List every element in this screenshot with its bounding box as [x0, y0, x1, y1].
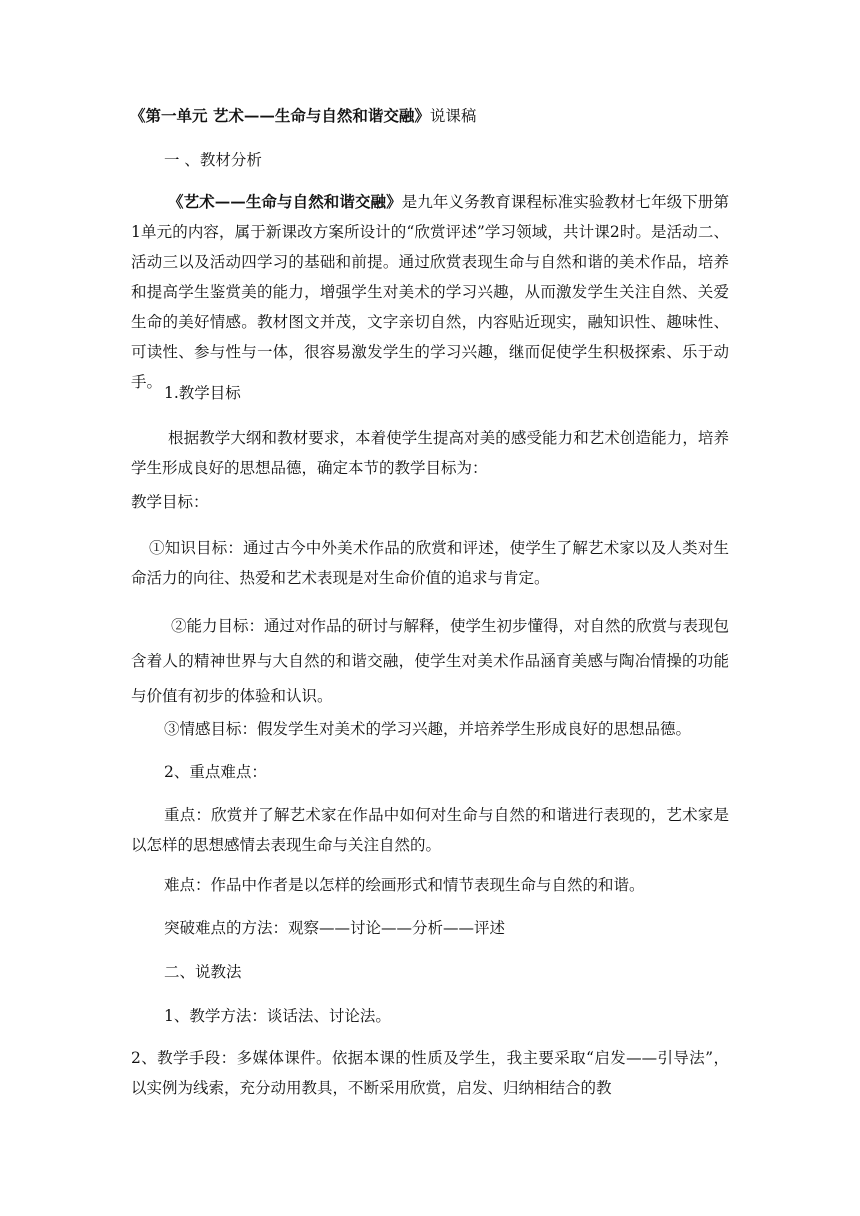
section-heading-1: 一 、教材分析	[164, 151, 262, 169]
teaching-method: 1、教学方法：谈话法、讨论法。	[164, 1007, 391, 1025]
section-heading-2: 二、说教法	[164, 963, 242, 981]
goal-ability: ②能力目标：通过对作品的研讨与解释，使学生初步懂得，对自然的欣赏与表现包含着人的精神世界与大自然的和谐交融，使学生对美术作品涵育美感与陶冶情操的功能与价值有初步的体验和认识。	[131, 617, 730, 705]
paragraph-material-text: 是九年义务教育课程标准实验教材七年级下册第1单元的内容，属于新课改方案所设计的“欣赏评述”学习领域，共计课2时。是活动二、活动三以及活动四学习的基础和前提。通过欣赏表现生命与自然和谐的美术作品，培养和提高学生鉴赏美的能力，增强学生对美术的学习兴趣，从而激发学生关注自然、关爱生命的美好情感。教材图文并茂，文字亲切自然，内容贴近现实，融知识性、趣味性、可读性、参与性与一体，很容易激发学生的学习兴趣，继而促使学生积极探索、乐于动手。	[131, 193, 729, 391]
difficult-point: 难点：作品中作者是以怎样的绘画形式和情节表现生命与自然的和谐。	[164, 876, 645, 894]
goal-label: 教学目标：	[131, 493, 209, 511]
goal-knowledge: ①知识目标：通过古今中外美术作品的欣赏和评述，使学生了解艺术家以及人类对生命活力的向往、热爱和艺术表现是对生命价值的追求与肯定。	[131, 539, 729, 587]
teaching-means: 2、教学手段：多媒体课件。依据本课的性质及学生，我主要采取“启发——引导法”，以实例为线索，充分动用教具，不断采用欣赏，启发、归纳相结合的教	[131, 1049, 729, 1097]
heading-teaching-goal: 1.教学目标	[164, 384, 241, 402]
book-title: 《艺术——生命与自然和谐交融》	[168, 192, 402, 211]
key-point: 重点：欣赏并了解艺术家在作品中如何对生命与自然的和谐进行表现的，艺术家是以怎样的思想感情去表现生命与关注自然的。	[131, 806, 729, 854]
title-bold: 《第一单元 艺术——生命与自然和谐交融》	[130, 106, 430, 125]
paragraph-material	[131, 187, 729, 397]
difficulty-method: 突破难点的方法：观察——讨论——分析——评述	[164, 919, 506, 937]
paragraph-goal-intro: 根据教学大纲和教材要求，本着使学生提高对美的感受能力和艺术创造能力，培养学生形成良好的思想品德，确定本节的教学目标为：	[131, 429, 729, 477]
title-suffix: 说课稿	[429, 107, 477, 125]
goal-emotion: ③情感目标：假发学生对美术的学习兴趣，并培养学生形成良好的思想品德。	[164, 720, 692, 738]
heading-key-points: 2、重点难点：	[164, 763, 267, 781]
document-title	[130, 106, 476, 126]
